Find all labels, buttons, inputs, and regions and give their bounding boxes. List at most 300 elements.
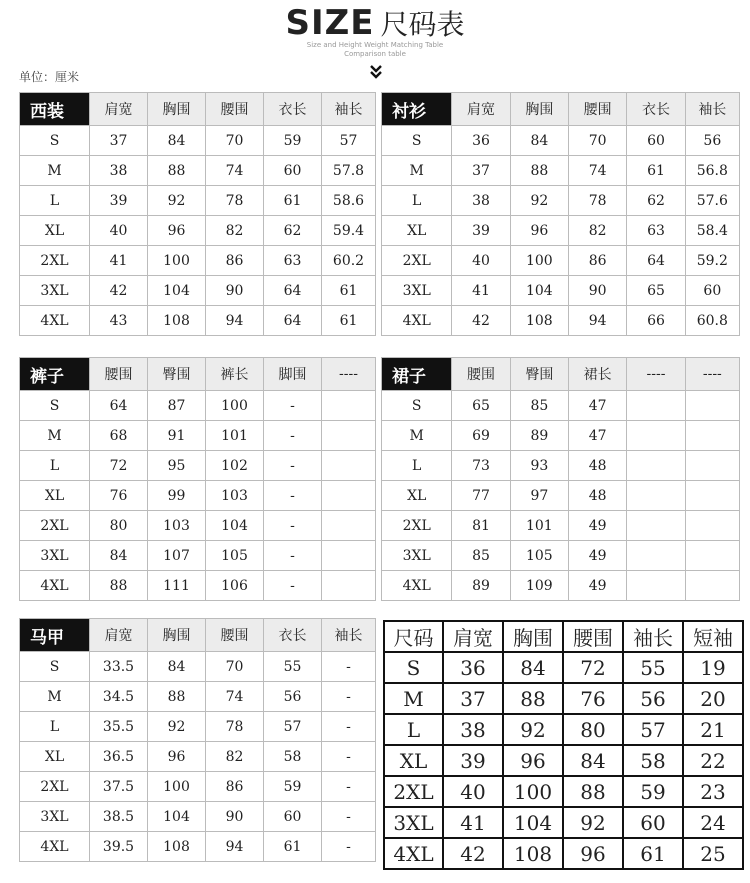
table-row	[384, 652, 743, 683]
value-cell: 100	[206, 391, 264, 421]
value-cell: 61	[322, 306, 376, 336]
value-cell: 61	[322, 276, 376, 306]
size-table-shirt	[381, 92, 740, 336]
value-cell: 82	[569, 216, 627, 246]
value-cell: 92	[148, 186, 206, 216]
value-cell	[322, 511, 376, 541]
value-cell: 33.5	[90, 652, 148, 682]
size-cell: S	[20, 126, 90, 156]
value-cell: 48	[569, 451, 627, 481]
value-cell: 37	[443, 683, 503, 714]
value-cell: -	[264, 481, 322, 511]
value-cell: 105	[206, 541, 264, 571]
value-cell: 106	[206, 571, 264, 601]
value-cell: 72	[563, 652, 623, 683]
size-cell: S	[382, 126, 452, 156]
value-cell: 90	[569, 276, 627, 306]
table-row	[382, 276, 740, 306]
table-row	[20, 216, 376, 246]
value-cell	[322, 571, 376, 601]
size-cell: XL	[20, 481, 90, 511]
value-cell: 68	[90, 421, 148, 451]
value-cell: -	[264, 511, 322, 541]
table-row	[20, 246, 376, 276]
page-title	[0, 3, 750, 43]
column-header: 腰围	[569, 93, 627, 126]
value-cell: 104	[510, 276, 568, 306]
value-cell	[685, 451, 739, 481]
size-cell: 2XL	[382, 511, 452, 541]
value-cell: 41	[452, 276, 510, 306]
value-cell: -	[264, 541, 322, 571]
value-cell	[627, 511, 685, 541]
value-cell: 65	[452, 391, 510, 421]
value-cell: 20	[683, 683, 743, 714]
value-cell: 39	[90, 186, 148, 216]
value-cell: 104	[148, 276, 206, 306]
value-cell: 72	[90, 451, 148, 481]
table-header-row	[20, 93, 376, 126]
value-cell: 88	[563, 776, 623, 807]
value-cell: 84	[503, 652, 563, 683]
table-row	[382, 216, 740, 246]
value-cell: 36	[443, 652, 503, 683]
size-cell: 2XL	[20, 246, 90, 276]
size-cell: 4XL	[382, 306, 452, 336]
value-cell: 57	[322, 126, 376, 156]
value-cell: 58.6	[322, 186, 376, 216]
value-cell: 108	[510, 306, 568, 336]
value-cell: 60.8	[685, 306, 739, 336]
size-cell: 2XL	[20, 511, 90, 541]
value-cell: 76	[90, 481, 148, 511]
value-cell: -	[322, 832, 376, 862]
value-cell: 104	[148, 802, 206, 832]
size-cell: L	[20, 451, 90, 481]
value-cell: 99	[148, 481, 206, 511]
value-cell: 94	[206, 306, 264, 336]
value-cell: 111	[148, 571, 206, 601]
value-cell: 59.4	[322, 216, 376, 246]
size-cell: 4XL	[384, 838, 443, 869]
column-header: 肩宽	[90, 93, 148, 126]
value-cell: 25	[683, 838, 743, 869]
value-cell: 84	[510, 126, 568, 156]
table-row	[20, 832, 376, 862]
value-cell: 61	[264, 832, 322, 862]
value-cell: 89	[510, 421, 568, 451]
size-cell: S	[382, 391, 452, 421]
value-cell: 74	[206, 156, 264, 186]
value-cell: 36	[452, 126, 510, 156]
value-cell: 88	[510, 156, 568, 186]
value-cell: 60	[264, 802, 322, 832]
size-cell: M	[384, 683, 443, 714]
table-header-row	[20, 619, 376, 652]
value-cell: 108	[148, 832, 206, 862]
value-cell: 104	[206, 511, 264, 541]
table-header-row	[384, 621, 743, 652]
size-cell: L	[382, 186, 452, 216]
size-cell: 3XL	[382, 276, 452, 306]
value-cell: 57	[264, 712, 322, 742]
value-cell: 76	[563, 683, 623, 714]
value-cell: 78	[569, 186, 627, 216]
column-header: 衣长	[264, 93, 322, 126]
size-cell: S	[20, 652, 90, 682]
value-cell: 36.5	[90, 742, 148, 772]
table-row	[20, 682, 376, 712]
value-cell	[685, 571, 739, 601]
value-cell: 100	[148, 246, 206, 276]
column-header: 肩宽	[90, 619, 148, 652]
column-header: 腰围	[206, 93, 264, 126]
subtitle-2: Comparison table	[344, 50, 406, 58]
value-cell: 92	[563, 807, 623, 838]
size-cell: 4XL	[20, 832, 90, 862]
value-cell: 61	[627, 156, 685, 186]
value-cell: 88	[148, 682, 206, 712]
value-cell: 60	[264, 156, 322, 186]
value-cell: 74	[206, 682, 264, 712]
table-row	[20, 306, 376, 336]
value-cell: 73	[452, 451, 510, 481]
value-cell: 96	[510, 216, 568, 246]
value-cell: 39.5	[90, 832, 148, 862]
table-row	[384, 807, 743, 838]
value-cell: 47	[569, 421, 627, 451]
value-cell: 70	[206, 652, 264, 682]
value-cell: -	[322, 772, 376, 802]
value-cell: 56.8	[685, 156, 739, 186]
value-cell: 108	[148, 306, 206, 336]
value-cell: 39	[443, 745, 503, 776]
subtitle-1: Size and Height Weight Matching Table	[306, 41, 444, 49]
table-row	[20, 652, 376, 682]
value-cell: -	[322, 652, 376, 682]
value-cell: 42	[443, 838, 503, 869]
table-row	[20, 511, 376, 541]
table-row	[20, 712, 376, 742]
value-cell: 59	[264, 126, 322, 156]
table-row	[382, 541, 740, 571]
value-cell: 41	[90, 246, 148, 276]
value-cell: 97	[510, 481, 568, 511]
table-row	[382, 481, 740, 511]
size-cell: 4XL	[20, 571, 90, 601]
table-row	[382, 421, 740, 451]
header	[0, 0, 750, 90]
table-row	[382, 451, 740, 481]
value-cell: 61	[623, 838, 683, 869]
value-cell: 101	[510, 511, 568, 541]
value-cell: 22	[683, 745, 743, 776]
value-cell: 109	[510, 571, 568, 601]
column-header: 腰围	[452, 358, 510, 391]
value-cell: 70	[569, 126, 627, 156]
column-header: 腰围	[90, 358, 148, 391]
value-cell: -	[264, 571, 322, 601]
column-header: 裙长	[569, 358, 627, 391]
value-cell: 56	[623, 683, 683, 714]
value-cell	[322, 391, 376, 421]
value-cell: 38	[90, 156, 148, 186]
size-cell: XL	[382, 216, 452, 246]
column-header: 袖长	[322, 619, 376, 652]
value-cell: 64	[627, 246, 685, 276]
value-cell: 96	[148, 742, 206, 772]
column-header: ----	[685, 358, 739, 391]
table-row	[382, 186, 740, 216]
size-cell: XL	[382, 481, 452, 511]
value-cell: 80	[90, 511, 148, 541]
column-header: ----	[322, 358, 376, 391]
size-cell: 4XL	[382, 571, 452, 601]
value-cell: 78	[206, 186, 264, 216]
size-cell: S	[384, 652, 443, 683]
table-row	[20, 276, 376, 306]
value-cell: 92	[510, 186, 568, 216]
table-row	[384, 745, 743, 776]
value-cell	[627, 571, 685, 601]
value-cell: 47	[569, 391, 627, 421]
value-cell: 39	[452, 216, 510, 246]
value-cell: 96	[148, 216, 206, 246]
size-cell: 2XL	[382, 246, 452, 276]
value-cell: 96	[503, 745, 563, 776]
size-table-suit	[19, 92, 376, 336]
table-row	[384, 776, 743, 807]
value-cell	[685, 511, 739, 541]
value-cell: 48	[569, 481, 627, 511]
value-cell: 81	[452, 511, 510, 541]
value-cell: 56	[685, 126, 739, 156]
value-cell	[627, 451, 685, 481]
table-row	[382, 571, 740, 601]
size-cell: S	[20, 391, 90, 421]
column-header: 臀围	[148, 358, 206, 391]
value-cell: 64	[264, 306, 322, 336]
table-row	[20, 126, 376, 156]
value-cell: 95	[148, 451, 206, 481]
value-cell: 104	[503, 807, 563, 838]
value-cell: 80	[563, 714, 623, 745]
value-cell: 35.5	[90, 712, 148, 742]
value-cell: 42	[90, 276, 148, 306]
value-cell: 38	[443, 714, 503, 745]
size-cell: M	[20, 682, 90, 712]
value-cell: 63	[264, 246, 322, 276]
size-cell: M	[382, 156, 452, 186]
value-cell: -	[264, 391, 322, 421]
table-category-label: 衬衫	[382, 93, 452, 126]
value-cell: 77	[452, 481, 510, 511]
value-cell: 57	[623, 714, 683, 745]
value-cell: 88	[148, 156, 206, 186]
value-cell: 58	[264, 742, 322, 772]
value-cell	[627, 541, 685, 571]
value-cell: 40	[443, 776, 503, 807]
size-cell: XL	[20, 216, 90, 246]
column-header: 胸围	[148, 619, 206, 652]
value-cell: 91	[148, 421, 206, 451]
value-cell: 38.5	[90, 802, 148, 832]
double-chevron-down-icon	[368, 64, 384, 80]
size-cell: XL	[384, 745, 443, 776]
value-cell: 57.8	[322, 156, 376, 186]
value-cell	[627, 391, 685, 421]
value-cell: 60	[685, 276, 739, 306]
table-row	[20, 541, 376, 571]
table-row	[20, 186, 376, 216]
value-cell	[322, 541, 376, 571]
value-cell: 82	[206, 742, 264, 772]
title-cn: 尺码表	[380, 8, 465, 41]
value-cell: -	[322, 682, 376, 712]
size-cell: L	[382, 451, 452, 481]
size-cell: M	[20, 156, 90, 186]
value-cell: 87	[148, 391, 206, 421]
size-cell: M	[382, 421, 452, 451]
value-cell: 59	[623, 776, 683, 807]
value-cell: 92	[503, 714, 563, 745]
value-cell: 56	[264, 682, 322, 712]
value-cell: 86	[206, 772, 264, 802]
value-cell: 94	[206, 832, 264, 862]
value-cell: 43	[90, 306, 148, 336]
unit-label: 单位：厘米	[19, 70, 80, 84]
column-header: 胸围	[148, 93, 206, 126]
value-cell: 84	[148, 126, 206, 156]
size-cell: 3XL	[20, 541, 90, 571]
value-cell	[322, 451, 376, 481]
value-cell: -	[322, 742, 376, 772]
column-header: 腰围	[206, 619, 264, 652]
value-cell: 42	[452, 306, 510, 336]
table-row	[20, 481, 376, 511]
value-cell: 100	[503, 776, 563, 807]
value-cell: 88	[503, 683, 563, 714]
size-cell: 3XL	[384, 807, 443, 838]
size-cell: M	[20, 421, 90, 451]
value-cell: 58	[623, 745, 683, 776]
value-cell: 74	[569, 156, 627, 186]
table-row	[20, 571, 376, 601]
value-cell	[322, 481, 376, 511]
value-cell: 64	[90, 391, 148, 421]
value-cell	[685, 421, 739, 451]
table-row	[384, 714, 743, 745]
value-cell	[627, 421, 685, 451]
value-cell: -	[322, 712, 376, 742]
value-cell: 62	[627, 186, 685, 216]
column-header: 臀围	[510, 358, 568, 391]
value-cell: 103	[206, 481, 264, 511]
column-header: 脚围	[264, 358, 322, 391]
value-cell: 19	[683, 652, 743, 683]
value-cell: 102	[206, 451, 264, 481]
value-cell: 58.4	[685, 216, 739, 246]
value-cell: 60	[623, 807, 683, 838]
size-table-vest	[19, 618, 376, 862]
value-cell: 89	[452, 571, 510, 601]
value-cell: 37	[90, 126, 148, 156]
value-cell: 69	[452, 421, 510, 451]
column-header: 衣长	[264, 619, 322, 652]
table-row	[20, 451, 376, 481]
size-cell: 2XL	[384, 776, 443, 807]
size-cell: 2XL	[20, 772, 90, 802]
column-header: 衣长	[627, 93, 685, 126]
value-cell: 61	[264, 186, 322, 216]
value-cell	[685, 541, 739, 571]
size-table-pants	[19, 357, 376, 601]
value-cell: 59.2	[685, 246, 739, 276]
value-cell	[322, 421, 376, 451]
table-row	[382, 306, 740, 336]
value-cell: 85	[510, 391, 568, 421]
value-cell: 108	[503, 838, 563, 869]
value-cell: 84	[563, 745, 623, 776]
table-row	[384, 683, 743, 714]
value-cell: 82	[206, 216, 264, 246]
column-header: 腰围	[563, 621, 623, 652]
value-cell: 62	[264, 216, 322, 246]
table-row	[20, 156, 376, 186]
value-cell: 90	[206, 802, 264, 832]
value-cell: 100	[510, 246, 568, 276]
column-header: ----	[627, 358, 685, 391]
table-row	[382, 246, 740, 276]
size-cell: 4XL	[20, 306, 90, 336]
value-cell: -	[264, 451, 322, 481]
table-row	[20, 772, 376, 802]
column-header: 肩宽	[443, 621, 503, 652]
value-cell: -	[322, 802, 376, 832]
column-header: 短袖	[683, 621, 743, 652]
value-cell: 101	[206, 421, 264, 451]
table-header-row	[20, 358, 376, 391]
column-header: 裤长	[206, 358, 264, 391]
size-cell: 3XL	[382, 541, 452, 571]
column-header: 袖长	[685, 93, 739, 126]
value-cell: 84	[90, 541, 148, 571]
value-cell	[685, 391, 739, 421]
value-cell: 85	[452, 541, 510, 571]
table-category-label: 马甲	[20, 619, 90, 652]
value-cell: 86	[206, 246, 264, 276]
value-cell	[627, 481, 685, 511]
value-cell: 88	[90, 571, 148, 601]
table-category-label: 裤子	[20, 358, 90, 391]
table-row	[20, 742, 376, 772]
value-cell: 103	[148, 511, 206, 541]
value-cell: 55	[264, 652, 322, 682]
value-cell	[685, 481, 739, 511]
table-header-row	[382, 358, 740, 391]
value-cell: 24	[683, 807, 743, 838]
value-cell: 23	[683, 776, 743, 807]
table-row	[20, 421, 376, 451]
value-cell: 64	[264, 276, 322, 306]
value-cell: 60.2	[322, 246, 376, 276]
value-cell: 78	[206, 712, 264, 742]
title-en: SIZE	[285, 3, 375, 43]
table-row	[382, 126, 740, 156]
value-cell: 55	[623, 652, 683, 683]
size-cell: 3XL	[20, 276, 90, 306]
table-category-label: 西装	[20, 93, 90, 126]
